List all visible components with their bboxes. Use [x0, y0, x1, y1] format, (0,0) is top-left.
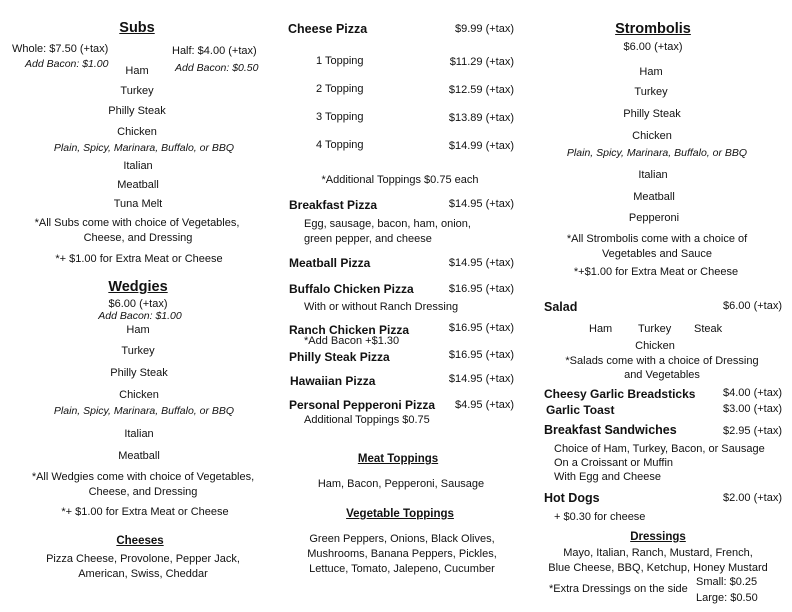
subs-item-italian: Italian	[123, 160, 153, 172]
salad-option-steak: Steak	[694, 323, 723, 335]
wedgies-title: Wedgies	[108, 279, 168, 295]
subs-whole-price: Whole: $7.50 (+tax)	[12, 43, 109, 55]
dressings-title: Dressings	[630, 531, 686, 543]
wedgies-item-ham: Ham	[126, 324, 150, 336]
subs-half-price: Half: $4.00 (+tax)	[172, 45, 257, 57]
subs-item-ham: Ham	[125, 65, 149, 77]
topping-1-label: 1 Topping	[316, 55, 364, 67]
meat-toppings-title: Meat Toppings	[357, 453, 439, 465]
breadsticks-label: Cheesy Garlic Breadsticks	[544, 387, 696, 401]
wedgies-note-1: *All Wedgies come with choice of Vegetables,	[31, 471, 255, 483]
topping-1-price: $11.29 (+tax)	[449, 56, 514, 68]
hot-dogs-cheese: + $0.30 for cheese	[554, 511, 646, 523]
salad-note-2: and Vegetables	[624, 369, 700, 381]
ranch-pizza-bacon: *Add Bacon +$1.30	[304, 335, 400, 347]
vegetable-toppings-1: Green Peppers, Onions, Black Olives,	[309, 533, 495, 545]
topping-4-price: $14.99 (+tax)	[448, 140, 514, 152]
wedgies-item-italian: Italian	[124, 428, 154, 440]
wedgies-item-turkey: Turkey	[121, 345, 155, 357]
salad-label: Salad	[544, 300, 578, 314]
strombolis-note-2: Vegetables and Sauce	[601, 248, 713, 260]
hawaiian-pizza-price: $14.95 (+tax)	[448, 373, 514, 385]
subs-item-philly: Philly Steak	[108, 105, 166, 117]
vegetable-toppings-title: Vegetable Toppings	[346, 508, 454, 520]
breakfast-sandwiches-2: On a Croissant or Muffin	[554, 457, 674, 469]
wedgies-item-meatball: Meatball	[118, 450, 160, 462]
dressings-extra-note: *Extra Dressings on the side	[549, 583, 688, 595]
breakfast-pizza-desc-2: green pepper, and cheese	[304, 233, 432, 245]
cheeses-title: Cheeses	[116, 535, 164, 547]
subs-title: Subs	[119, 20, 155, 36]
salad-price: $6.00 (+tax)	[722, 300, 782, 312]
cheeses-line-2: American, Swiss, Cheddar	[78, 568, 208, 580]
subs-chicken-styles: Plain, Spicy, Marinara, Buffalo, or BBQ	[53, 142, 235, 154]
strombolis-item-ham: Ham	[639, 66, 663, 78]
subs-half-bacon: Add Bacon: $0.50	[175, 62, 259, 74]
cheese-pizza-price: $9.99 (+tax)	[454, 23, 514, 35]
breakfast-sandwiches-label: Breakfast Sandwiches	[544, 423, 677, 437]
strombolis-item-turkey: Turkey	[634, 86, 668, 98]
salad-option-chicken: Chicken	[635, 340, 675, 352]
breakfast-sandwiches-1: Choice of Ham, Turkey, Bacon, or Sausage	[554, 443, 765, 455]
personal-pizza-label: Personal Pepperoni Pizza	[289, 398, 436, 412]
subs-item-turkey: Turkey	[120, 85, 154, 97]
breakfast-pizza-desc-1: Egg, sausage, bacon, ham, onion,	[304, 218, 471, 230]
garlic-toast-price: $3.00 (+tax)	[722, 403, 782, 415]
additional-toppings: *Additional Toppings $0.75 each	[321, 174, 479, 186]
subs-item-chicken: Chicken	[117, 126, 157, 138]
subs-note-2: Cheese, and Dressing	[83, 232, 193, 244]
wedgies-item-chicken: Chicken	[119, 389, 159, 401]
topping-3-price: $13.89 (+tax)	[448, 112, 514, 124]
meatball-pizza-label: Meatball Pizza	[289, 256, 371, 270]
personal-pizza-price: $4.95 (+tax)	[454, 399, 514, 411]
strombolis-chicken-styles: Plain, Spicy, Marinara, Buffalo, or BBQ	[566, 147, 748, 159]
cheese-pizza-label: Cheese Pizza	[288, 22, 368, 36]
strombolis-price: $6.00 (+tax)	[623, 41, 683, 53]
strombolis-item-pepperoni: Pepperoni	[628, 212, 680, 224]
wedgies-note-2: Cheese, and Dressing	[88, 486, 198, 498]
hot-dogs-label: Hot Dogs	[544, 491, 600, 505]
salad-option-turkey: Turkey	[638, 323, 672, 335]
strombolis-item-italian: Italian	[638, 169, 668, 181]
subs-whole-bacon: Add Bacon: $1.00	[25, 58, 109, 70]
dressings-large-price: Large: $0.50	[696, 592, 758, 604]
garlic-toast-label: Garlic Toast	[546, 403, 615, 417]
breadsticks-price: $4.00 (+tax)	[722, 387, 782, 399]
strombolis-item-meatball: Meatball	[633, 191, 675, 203]
strombolis-title: Strombolis	[615, 21, 691, 37]
philly-pizza-label: Philly Steak Pizza	[289, 350, 390, 364]
philly-pizza-price: $16.95 (+tax)	[448, 349, 514, 361]
meat-toppings-list: Ham, Bacon, Pepperoni, Sausage	[317, 478, 485, 490]
dressings-line-1: Mayo, Italian, Ranch, Mustard, French,	[563, 547, 753, 559]
subs-item-meatball: Meatball	[117, 179, 159, 191]
subs-extra: *+ $1.00 for Extra Meat or Cheese	[55, 253, 223, 265]
wedgies-price: $6.00 (+tax)	[108, 298, 168, 310]
cheeses-line-1: Pizza Cheese, Provolone, Pepper Jack,	[46, 553, 240, 565]
subs-note-1: *All Subs come with choice of Vegetables,	[34, 217, 240, 229]
buffalo-pizza-label: Buffalo Chicken Pizza	[289, 282, 414, 296]
ranch-pizza-label: Ranch Chicken Pizza	[289, 323, 410, 337]
topping-2-label: 2 Topping	[316, 83, 364, 95]
dressings-line-2: Blue Cheese, BBQ, Ketchup, Honey Mustard	[548, 562, 768, 574]
dressings-small-price: Small: $0.25	[696, 576, 758, 588]
topping-4-label: 4 Topping	[316, 139, 364, 151]
breakfast-sandwiches-3: With Egg and Cheese	[554, 471, 662, 483]
buffalo-pizza-desc: With or without Ranch Dressing	[304, 301, 459, 313]
personal-pizza-desc: Additional Toppings $0.75	[304, 414, 430, 426]
wedgies-bacon: Add Bacon: $1.00	[98, 310, 182, 322]
ranch-pizza-price: $16.95 (+tax)	[448, 322, 514, 334]
wedgies-extra: *+ $1.00 for Extra Meat or Cheese	[61, 506, 229, 518]
strombolis-note-1: *All Strombolis come with a choice of	[566, 233, 748, 245]
hawaiian-pizza-label: Hawaiian Pizza	[290, 374, 376, 388]
topping-2-price: $12.59 (+tax)	[448, 84, 514, 96]
topping-3-label: 3 Topping	[316, 111, 364, 123]
salad-note-1: *Salads come with a choice of Dressing	[565, 355, 759, 367]
strombolis-item-philly: Philly Steak	[623, 108, 681, 120]
breakfast-pizza-price: $14.95 (+tax)	[448, 198, 514, 210]
vegetable-toppings-2: Mushrooms, Banana Peppers, Pickles,	[307, 548, 497, 560]
wedgies-chicken-styles: Plain, Spicy, Marinara, Buffalo, or BBQ	[53, 405, 235, 417]
hot-dogs-price: $2.00 (+tax)	[722, 492, 782, 504]
subs-item-tuna: Tuna Melt	[113, 198, 163, 210]
wedgies-item-philly: Philly Steak	[110, 367, 168, 379]
strombolis-extra: *+$1.00 for Extra Meat or Cheese	[573, 266, 739, 278]
salad-option-ham: Ham	[589, 323, 613, 335]
strombolis-item-chicken: Chicken	[632, 130, 672, 142]
meatball-pizza-price: $14.95 (+tax)	[448, 257, 514, 269]
breakfast-pizza-label: Breakfast Pizza	[289, 198, 378, 212]
breakfast-sandwiches-price: $2.95 (+tax)	[722, 425, 782, 437]
vegetable-toppings-3: Lettuce, Tomato, Jalepeno, Cucumber	[309, 563, 495, 575]
buffalo-pizza-price: $16.95 (+tax)	[448, 283, 514, 295]
